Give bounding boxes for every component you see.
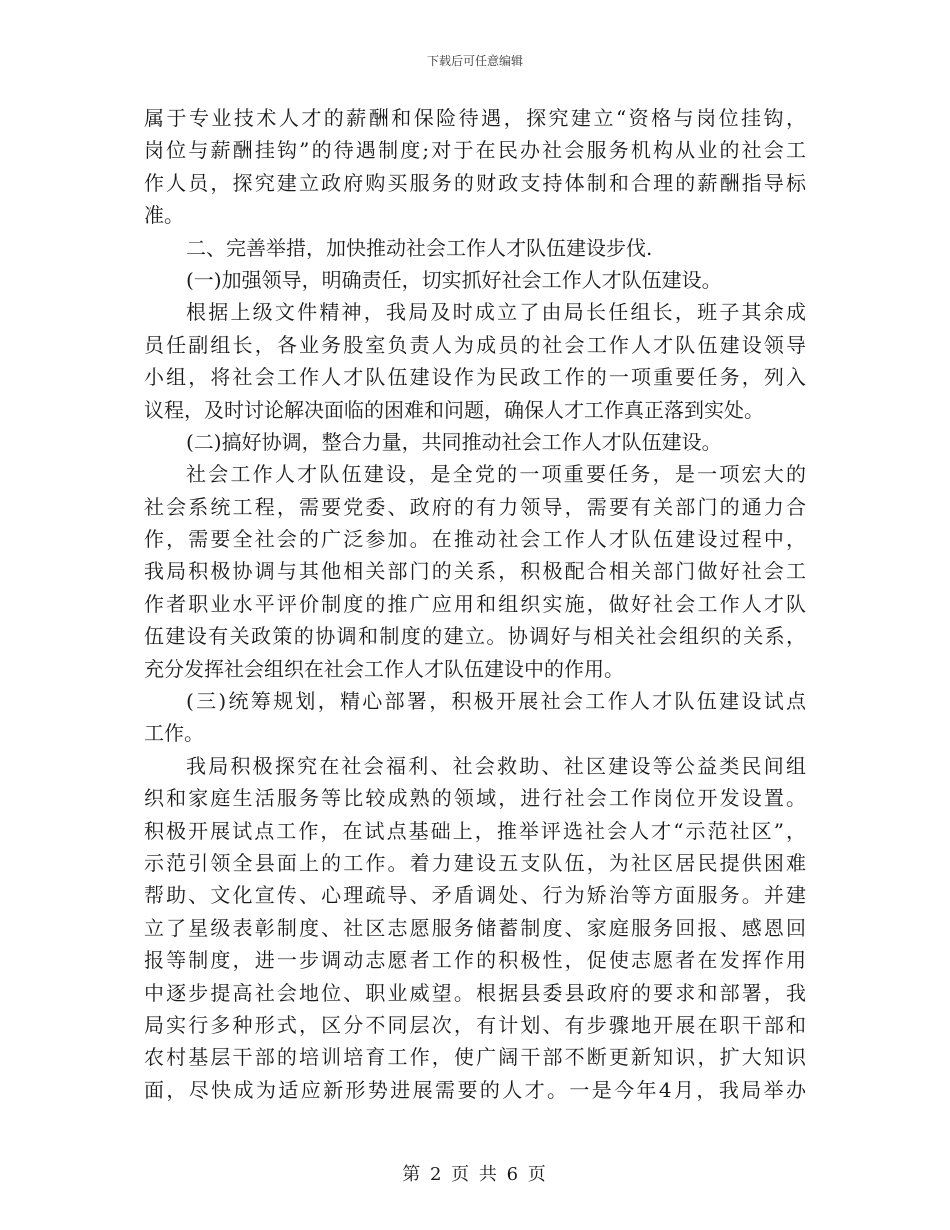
document-body	[144, 102, 806, 1106]
text-line: (二)搞好协调，整合力量，共同推动社会工作人才队伍建设。	[186, 429, 722, 454]
text-line: 伍建设有关政策的协调和制度的建立。协调好与相关社会组织的关系，	[144, 624, 806, 649]
text-line: 员任副组长，各业务股室负责人为成员的社会工作人才队伍建设领导	[144, 332, 806, 357]
text-line: 属于专业技术人才的薪酬和保险待遇，探究建立“资格与岗位挂钩，	[144, 106, 806, 130]
text-line: 充分发挥社会组织在社会工作人才队伍建设中的作用。	[144, 656, 624, 681]
text-line: 积极开展试点工作，在试点基础上，推举评选社会人才“示范社区”，	[144, 818, 806, 843]
text-line: (一)加强领导，明确责任，切实抓好社会工作人才队伍建设。	[186, 267, 722, 292]
text-line: 准。	[144, 203, 184, 228]
text-line: 立了星级表彰制度、社区志愿服务储蓄制度、家庭服务回报、感恩回	[144, 915, 806, 940]
text-line: 作，需要全社会的广泛参加。在推动社会工作人才队伍建设过程中，	[144, 527, 806, 552]
text-line: 中逐步提高社会地位、职业威望。根据县委县政府的要求和部署，我	[144, 980, 806, 1005]
text-line: 根据上级文件精神，我局及时成立了由局长任组长，班子其余成	[186, 300, 806, 325]
text-line: 社会系统工程，需要党委、政府的有力领导，需要有关部门的通力合	[144, 494, 806, 519]
header-note: 下载后可任意编辑	[426, 54, 523, 68]
text-line: 我局积极协调与其他相关部门的关系，积极配合相关部门做好社会工	[144, 559, 806, 584]
text-line: 工作。	[144, 721, 204, 746]
text-line: 议程，及时讨论解决面临的困难和问题，确保人才工作真正落到实处。	[144, 397, 764, 422]
page-number: 第 2 页 共 6 页	[402, 1164, 548, 1185]
text-line: 农村基层干部的培训培育工作，使广阔干部不断更新知识，扩大知识	[144, 1045, 806, 1070]
text-line: 社会工作人才队伍建设，是全党的一项重要任务，是一项宏大的	[186, 462, 806, 487]
text-line: 织和家庭生活服务等比较成熟的领域，进行社会工作岗位开发设置。	[144, 786, 806, 811]
text-line: 示范引领全县面上的工作。着力建设五支队伍，为社区居民提供困难	[144, 850, 806, 875]
text-line: 岗位与薪酬挂钩”的待遇制度;对于在民办社会服务机构从业的社会工	[144, 138, 806, 163]
text-line: (三)统筹规划，精心部署，积极开展社会工作人才队伍建设试点	[186, 689, 806, 714]
text-line: 作人员，探究建立政府购买服务的财政支持体制和合理的薪酬指导标	[144, 170, 806, 195]
text-line: 面，尽快成为适应新形势进展需要的人才。一是今年4月，我局举办	[144, 1077, 806, 1102]
text-line: 帮助、文化宣传、心理疏导、矛盾调处、行为矫治等方面服务。并建	[144, 883, 806, 908]
text-line: 局实行多种形式，区分不同层次，有计划、有步骤地开展在职干部和	[144, 1012, 806, 1037]
text-line: 小组，将社会工作人才队伍建设作为民政工作的一项重要任务，列入	[144, 365, 806, 390]
text-line: 我局积极探究在社会福利、社会救助、社区建设等公益类民间组	[186, 753, 806, 778]
text-line: 二、完善举措，加快推动社会工作人才队伍建设步伐.	[186, 235, 653, 260]
text-line: 作者职业水平评价制度的推广应用和组织实施，做好社会工作人才队	[144, 591, 806, 616]
text-line: 报等制度，进一步调动志愿者工作的积极性，促使志愿者在发挥作用	[144, 948, 806, 973]
